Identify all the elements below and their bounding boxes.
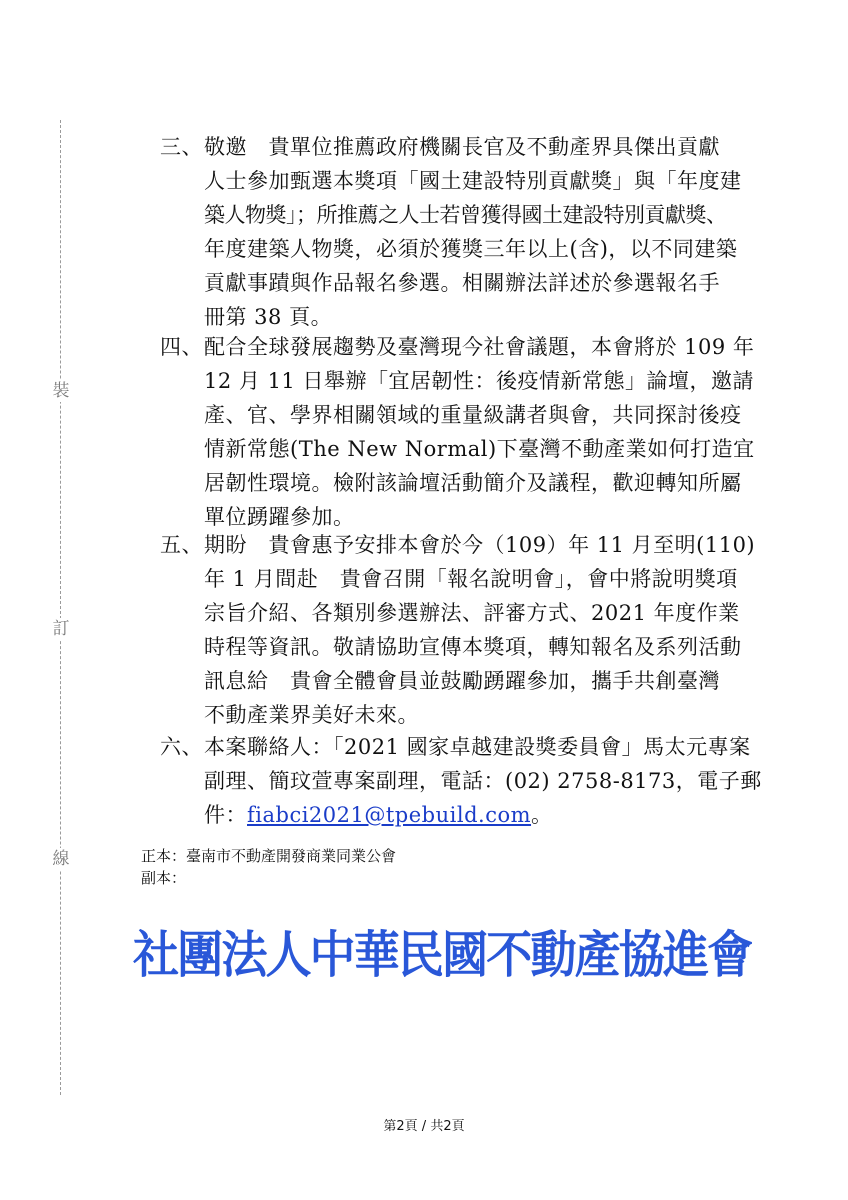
organization-seal: 社團法人中華民國不動產協進會	[133, 926, 752, 984]
item-line: 冊第 38 頁。	[204, 305, 333, 329]
binding-mark-xian: 線	[47, 848, 75, 870]
binding-mark-ding: 訂	[47, 618, 75, 640]
item-six	[160, 730, 800, 832]
item-line: 居韌性環境。檢附該論壇活動簡介及議程，歡迎轉知所屬	[204, 471, 742, 495]
item-line: 年度建築人物獎，必須於獲獎三年以上(含)，以不同建築	[204, 237, 738, 261]
item-line: 產、官、學界相關領域的重量級講者與會，共同探討後疫	[204, 403, 742, 427]
item-line: 年 1 月間赴 貴會召開「報名說明會」，會中將說明獎項	[204, 567, 738, 591]
page-number: 第2頁 / 共2頁	[383, 1119, 465, 1134]
item-body	[204, 330, 800, 534]
binding-line	[60, 120, 61, 1095]
item-line: 副理、簡玟萱專案副理，電話：(02) 2758-8173，電子郵	[204, 769, 762, 793]
item-line: 單位踴躍參加。	[204, 505, 355, 529]
item-body	[204, 730, 800, 832]
item-line: 配合全球發展趨勢及臺灣現今社會議題，本會將於 109 年	[204, 335, 755, 359]
cc-original: 正本：臺南市不動產開發商業同業公會	[141, 847, 397, 865]
binding-mark-zhuang: 裝	[47, 380, 75, 402]
item-line: 貢獻事蹟與作品報名參選。相關辦法詳述於參選報名手	[204, 271, 720, 295]
cc-copy: 副本：	[141, 869, 187, 887]
item-body	[204, 528, 800, 732]
item-line: 不動產業界美好未來。	[204, 703, 419, 727]
item-three	[160, 130, 800, 334]
item-line: 宗旨介紹、各類別參選辦法、評審方式、2021 年度作業	[204, 601, 740, 625]
item-number: 六、	[160, 735, 203, 759]
item-line-email	[204, 798, 800, 832]
item-four	[160, 330, 800, 534]
item-line: 築人物獎」；所推薦之人士若曾獲得國土建設特別貢獻獎、	[204, 203, 727, 227]
item-line: 時程等資訊。敬請協助宣傳本獎項，轉知報名及系列活動	[204, 635, 742, 659]
item-line: 12 月 11 日舉辦「宜居韌性：後疫情新常態」論壇，邀請	[204, 369, 754, 393]
item-line: 本案聯絡人：「2021 國家卓越建設獎委員會」馬太元專案	[204, 735, 751, 759]
item-number: 四、	[160, 335, 203, 359]
item-line: 人士參加甄選本獎項「國土建設特別貢獻獎」與「年度建	[204, 169, 742, 193]
email-suffix: 。	[531, 803, 553, 827]
item-line: 期盼 貴會惠予安排本會於今（109）年 11 月至明(110)	[204, 533, 756, 557]
item-five	[160, 528, 800, 732]
item-line: 訊息給 貴會全體會員並鼓勵踴躍參加，攜手共創臺灣	[204, 669, 720, 693]
contact-email-link[interactable]: fiabci2021@tpebuild.com	[247, 803, 532, 827]
item-number: 三、	[160, 135, 203, 159]
item-number: 五、	[160, 533, 203, 557]
item-body	[204, 130, 800, 334]
item-line: 敬邀 貴單位推薦政府機關長官及不動產界具傑出貢獻	[204, 135, 720, 159]
item-line: 情新常態(The New Normal)下臺灣不動產業如何打造宜	[204, 437, 755, 461]
email-prefix: 件：	[204, 803, 247, 827]
